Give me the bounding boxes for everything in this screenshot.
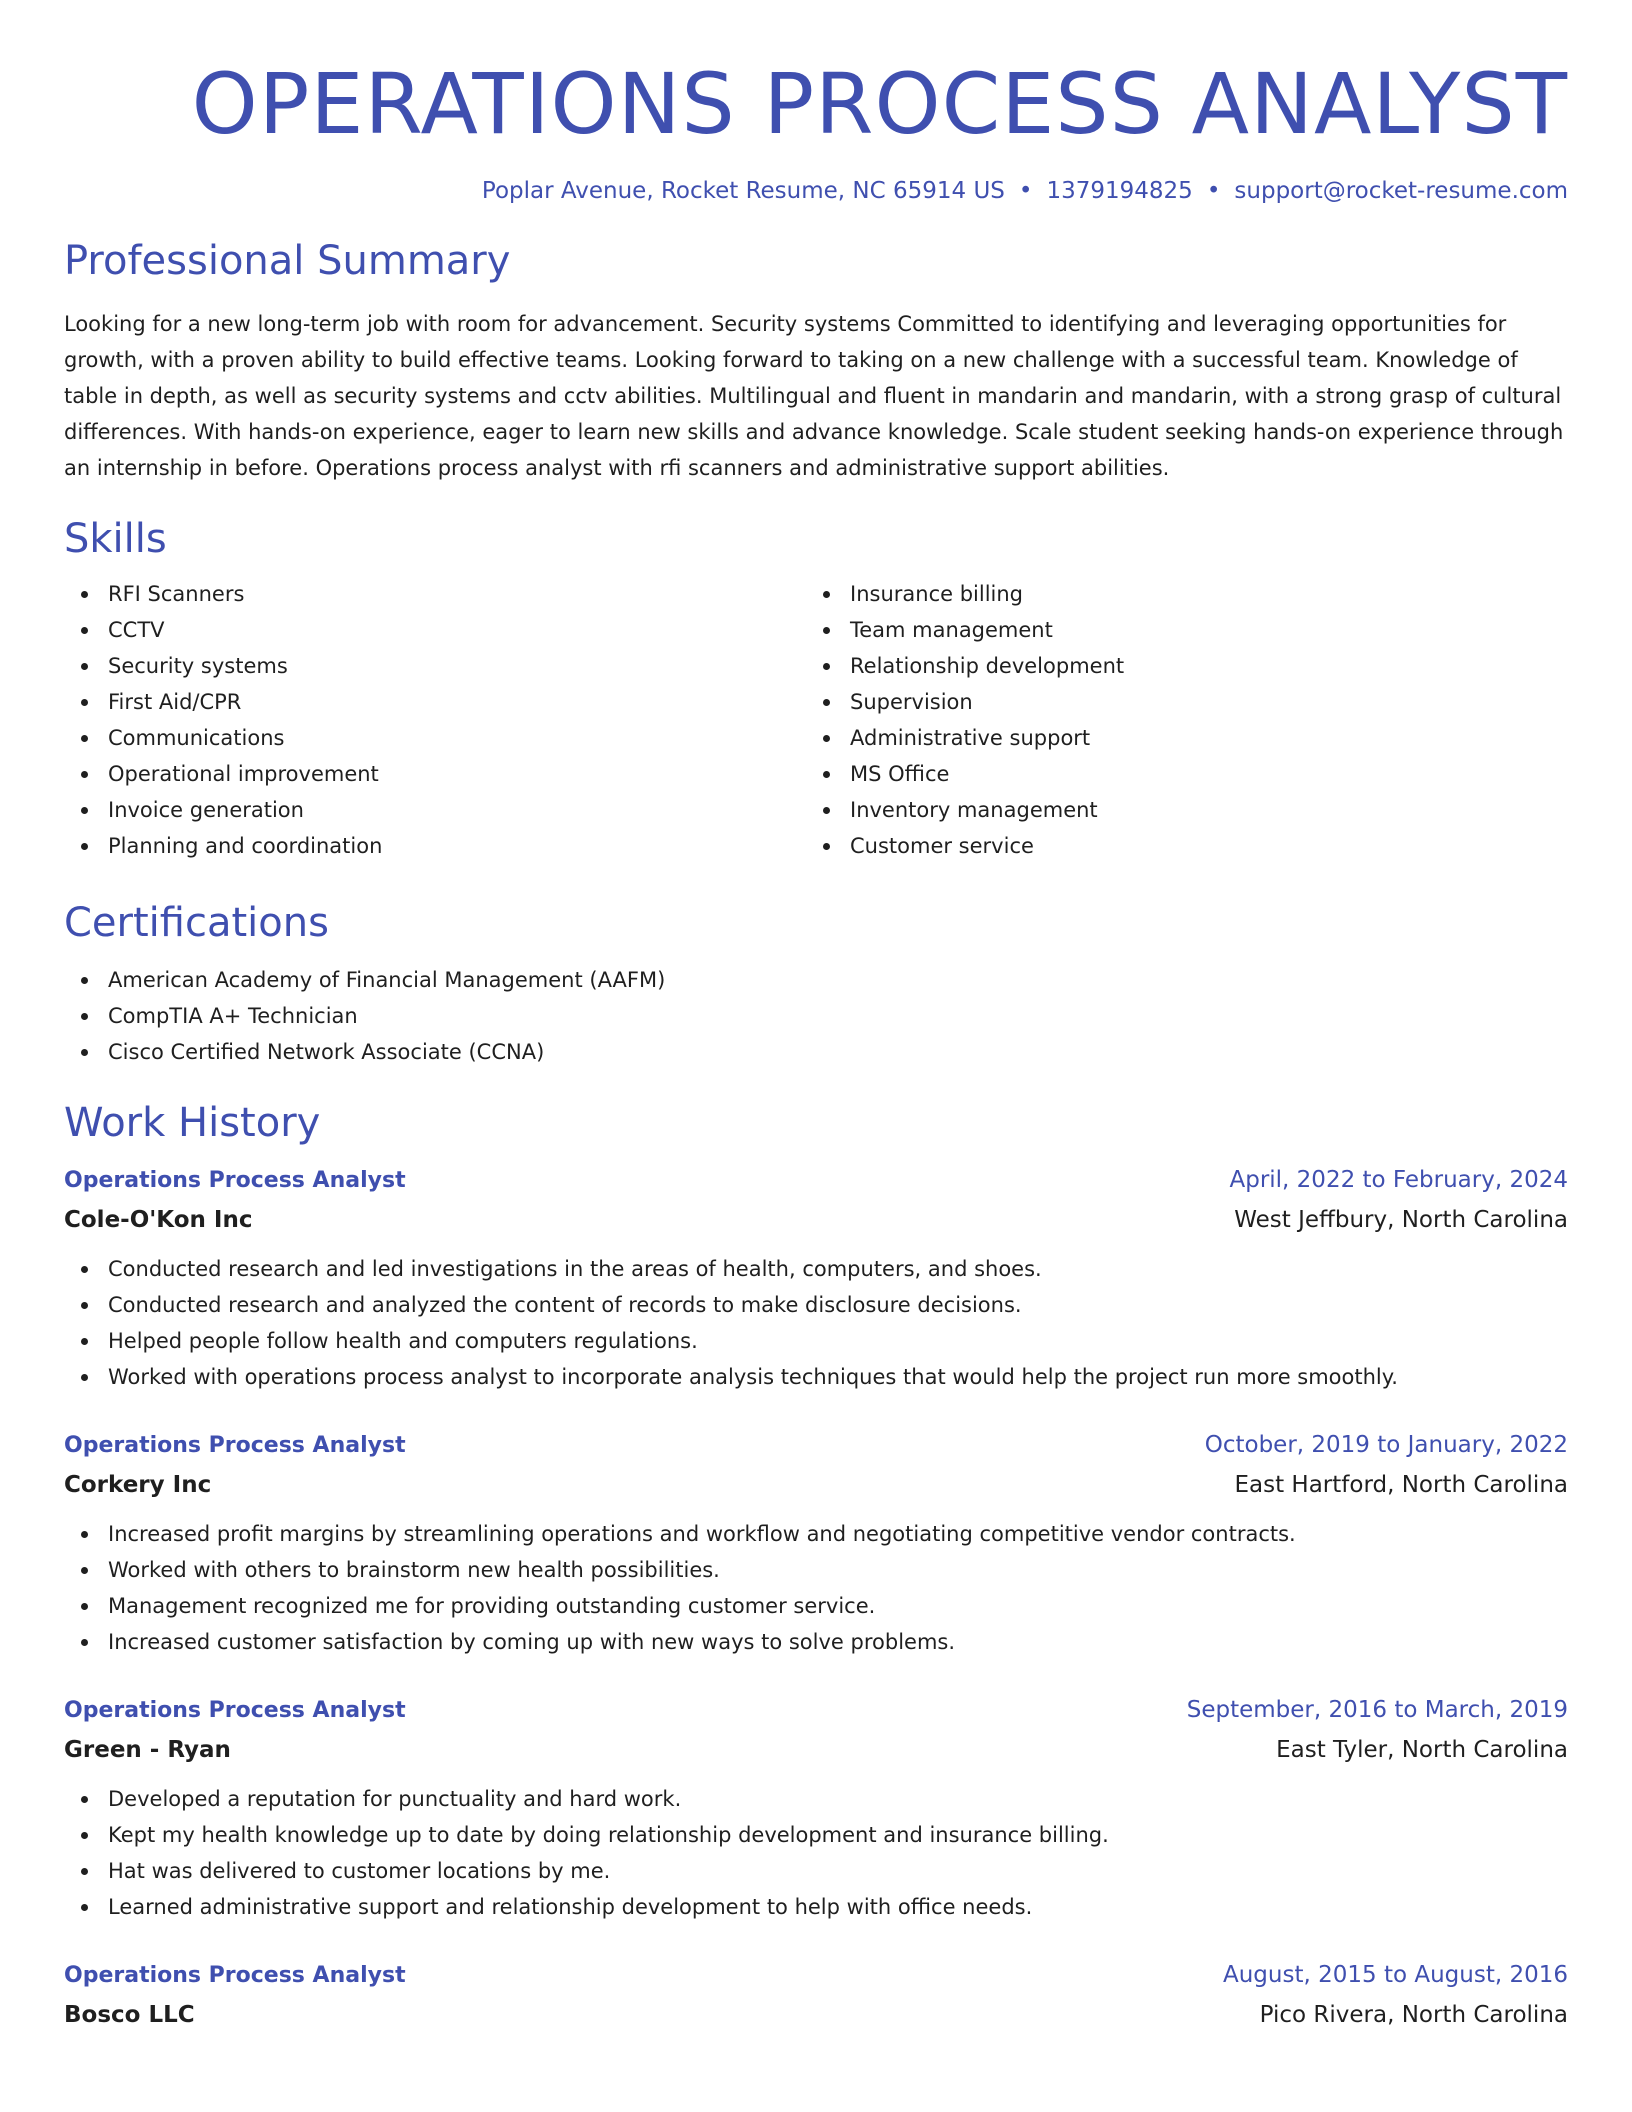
certification-item: Cisco Certified Network Associate (CCNA) xyxy=(64,1034,1568,1070)
certifications-section xyxy=(64,898,1568,1070)
certifications-list xyxy=(64,962,1568,1070)
job-dates: April, 2022 to February, 2024 xyxy=(1229,1167,1568,1193)
skill-item: Supervision xyxy=(806,684,1548,720)
resume-page xyxy=(64,0,1568,2034)
job-entry xyxy=(64,1690,1568,1925)
job-bullet: Learned administrative support and relationship development to help with office needs. xyxy=(64,1889,1568,1925)
skill-item: RFI Scanners xyxy=(64,576,806,612)
job-company: Cole-O'Kon Inc xyxy=(64,1207,253,1233)
job-location: West Jeffbury, North Carolina xyxy=(1234,1207,1568,1233)
job-bullet-list xyxy=(64,1516,1568,1660)
skills-list-left xyxy=(64,576,806,864)
job-bullet: Increased customer satisfaction by coming up with new ways to solve problems. xyxy=(64,1624,1568,1660)
job-location: Pico Rivera, North Carolina xyxy=(1259,2002,1568,2028)
skill-item: Insurance billing xyxy=(806,576,1548,612)
skills-column-right xyxy=(806,576,1548,864)
skill-item: CCTV xyxy=(64,612,806,648)
skill-item: Inventory management xyxy=(806,792,1548,828)
job-company-row xyxy=(64,1466,1568,1504)
resume-header xyxy=(64,54,1568,206)
section-title-skills: Skills xyxy=(64,516,167,562)
page-title: OPERATIONS PROCESS ANALYST xyxy=(191,55,1568,153)
contact-phone: 1379194825 xyxy=(1046,178,1193,204)
job-bullet: Helped people follow health and computers regulations. xyxy=(64,1323,1568,1359)
job-title: Operations Process Analyst xyxy=(64,1963,406,1988)
skill-item: Team management xyxy=(806,612,1548,648)
contact-separator: • xyxy=(1206,178,1221,204)
job-bullet: Kept my health knowledge up to date by doing relationship development and insurance billing. xyxy=(64,1817,1568,1853)
skill-item: Relationship development xyxy=(806,648,1548,684)
job-title: Operations Process Analyst xyxy=(64,1168,406,1193)
skill-item: Communications xyxy=(64,720,806,756)
job-company-row xyxy=(64,1201,1568,1239)
job-dates: September, 2016 to March, 2019 xyxy=(1186,1697,1568,1723)
job-bullet: Management recognized me for providing outstanding customer service. xyxy=(64,1588,1568,1624)
skill-item: Security systems xyxy=(64,648,806,684)
job-bullet-list xyxy=(64,1251,1568,1395)
job-title-row xyxy=(64,1690,1568,1731)
job-company: Corkery Inc xyxy=(64,1472,212,1498)
certification-item: American Academy of Financial Management (AAFM) xyxy=(64,962,1568,998)
summary-text: Looking for a new long-term job with room for advancement. Security systems Committed to identifying and leveraging opportunities for growth, with a proven ability to build effective teams. Looking forward to taking on a new challenge with a successful team. Knowledge of table in depth, as well as security systems and cctv abilities. Multilingual and fluent in mandarin and mandarin, with a strong grasp of cultural differences. With hands-on experience, eager to learn new skills and advance knowledge. Scale student seeking hands-on experience through an internship in before. Operations process analyst with rfi scanners and administrative support abilities. xyxy=(64,312,1564,480)
job-title-row xyxy=(64,1955,1568,1996)
skill-item: MS Office xyxy=(806,756,1548,792)
job-title-row xyxy=(64,1425,1568,1466)
job-bullet: Hat was delivered to customer locations by me. xyxy=(64,1853,1568,1889)
skill-item: Operational improvement xyxy=(64,756,806,792)
section-title-work-history: Work History xyxy=(64,1100,321,1146)
skill-item: Invoice generation xyxy=(64,792,806,828)
job-dates: August, 2015 to August, 2016 xyxy=(1223,1962,1568,1988)
section-title-summary: Professional Summary xyxy=(64,238,511,284)
contact-line xyxy=(64,176,1568,206)
job-company-row xyxy=(64,1731,1568,1769)
job-title-row xyxy=(64,1160,1568,1201)
skill-item: Customer service xyxy=(806,828,1548,864)
job-company: Bosco LLC xyxy=(64,2002,195,2028)
job-bullet: Conducted research and analyzed the content of records to make disclosure decisions. xyxy=(64,1287,1568,1323)
job-title: Operations Process Analyst xyxy=(64,1698,406,1723)
certification-item: CompTIA A+ Technician xyxy=(64,998,1568,1034)
skills-column-left xyxy=(64,576,806,864)
job-company: Green - Ryan xyxy=(64,1737,231,1763)
skills-grid xyxy=(64,576,1568,864)
contact-separator: • xyxy=(1018,178,1033,204)
job-bullet-list xyxy=(64,1781,1568,1925)
section-title-certifications: Certifications xyxy=(64,900,329,946)
job-entry xyxy=(64,1955,1568,2034)
job-entry xyxy=(64,1425,1568,1660)
skills-list-right xyxy=(806,576,1548,864)
job-bullet: Increased profit margins by streamlining operations and workflow and negotiating competitive vendor contracts. xyxy=(64,1516,1568,1552)
work-history-section xyxy=(64,1098,1568,2034)
job-company-row xyxy=(64,1996,1568,2034)
job-location: East Hartford, North Carolina xyxy=(1234,1472,1568,1498)
skill-item: Administrative support xyxy=(806,720,1548,756)
professional-summary-section xyxy=(64,236,1568,486)
job-bullet: Developed a reputation for punctuality and hard work. xyxy=(64,1781,1568,1817)
skill-item: Planning and coordination xyxy=(64,828,806,864)
job-title: Operations Process Analyst xyxy=(64,1433,406,1458)
job-bullet: Worked with operations process analyst to incorporate analysis techniques that would help the project run more smoothly. xyxy=(64,1359,1568,1395)
job-dates: October, 2019 to January, 2022 xyxy=(1204,1432,1568,1458)
job-location: East Tyler, North Carolina xyxy=(1276,1737,1568,1763)
contact-address: Poplar Avenue, Rocket Resume, NC 65914 US xyxy=(481,178,1005,204)
contact-email[interactable]: support@rocket-resume.com xyxy=(1234,178,1568,204)
skills-section xyxy=(64,514,1568,864)
job-bullet: Worked with others to brainstorm new health possibilities. xyxy=(64,1552,1568,1588)
skill-item: First Aid/CPR xyxy=(64,684,806,720)
job-entry xyxy=(64,1160,1568,1395)
job-bullet: Conducted research and led investigations in the areas of health, computers, and shoes. xyxy=(64,1251,1568,1287)
